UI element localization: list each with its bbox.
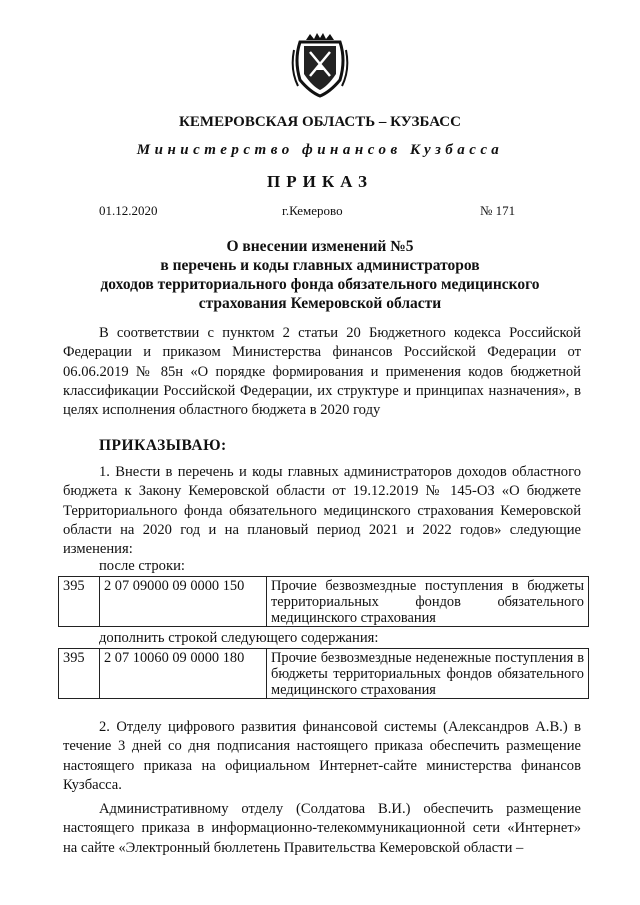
order-city: г.Кемерово <box>282 203 343 218</box>
kbk-code-cell: 2 07 09000 09 0000 150 <box>100 577 267 627</box>
item2-admin-paragraph: Административному отделу (Солдатова В.И.) обеспечить размещение настоящего приказа в информационно-телекоммуникационной сети «Интернет» на сайте «Электронный бюллетень Правительства Кемеровской области – <box>63 801 581 856</box>
document-type: ПРИКАЗ <box>267 172 373 191</box>
title-line: доходов территориального фонда обязательного медицинского <box>100 276 540 293</box>
kbk-code-cell: 2 07 10060 09 0000 180 <box>100 649 267 699</box>
after-line-label: после строки: <box>99 558 185 574</box>
table-row <box>59 577 589 627</box>
add-line-label: дополнить строкой следующего содержания: <box>99 630 379 646</box>
ministry-name: Министерство финансов Кузбасса <box>136 142 504 158</box>
table-row <box>59 649 589 699</box>
income-name-cell: Прочие безвозмездные поступления в бюджеты территориальных фондов обязательного медицинского страхования <box>267 577 589 627</box>
title-line: страхования Кемеровской области <box>198 295 442 312</box>
order-number: № 171 <box>480 203 516 218</box>
income-name-cell: Прочие безвозмездные неденежные поступления в бюджеты территориальных фондов обязательного медицинского страхования <box>267 649 589 699</box>
item1-paragraph: 1. Внести в перечень и коды главных администраторов доходов областного бюджета к Закону Кемеровской области от 19.12.2019 № 145-ОЗ «О бюджете Территориального фонда обязательного медицинского страхования Кемеровской области на 2020 год и на плановый период 2021 и 2022 годов» следующие изменения: <box>63 464 581 558</box>
title-line: О внесении изменений №5 <box>226 238 414 255</box>
order-date: 01.12.2020 <box>99 203 158 218</box>
admin-code-cell: 395 <box>59 577 100 627</box>
order-title <box>0 237 640 313</box>
admin-code-cell: 395 <box>59 649 100 699</box>
new-row-table <box>58 648 589 699</box>
preamble-paragraph: В соответствии с пунктом 2 статьи 20 Бюджетного кодекса Российской Федерации и приказом Министерства финансов Российской Федерации от 06.06.2019 № 85н «О порядке формирования и применения кодов бюджетной классификации Российской Федерации, их структуре и принципах назначения», в целях исполнения областного бюджета в 2020 году <box>63 325 581 419</box>
order-heading: ПРИКАЗЫВАЮ: <box>99 437 227 454</box>
coat-of-arms-emblem <box>290 30 350 100</box>
item2-paragraph: 2. Отделу цифрового развития финансовой системы (Александров А.В.) в течение 3 дней со дня подписания настоящего приказа обеспечить размещение настоящего приказа на официальном Интернет-сайте министерства финансов Кузбасса. <box>63 719 581 793</box>
existing-row-table <box>58 576 589 627</box>
title-line: в перечень и коды главных администраторов <box>160 257 480 274</box>
region-name: КЕМЕРОВСКАЯ ОБЛАСТЬ – КУЗБАСС <box>179 114 461 130</box>
